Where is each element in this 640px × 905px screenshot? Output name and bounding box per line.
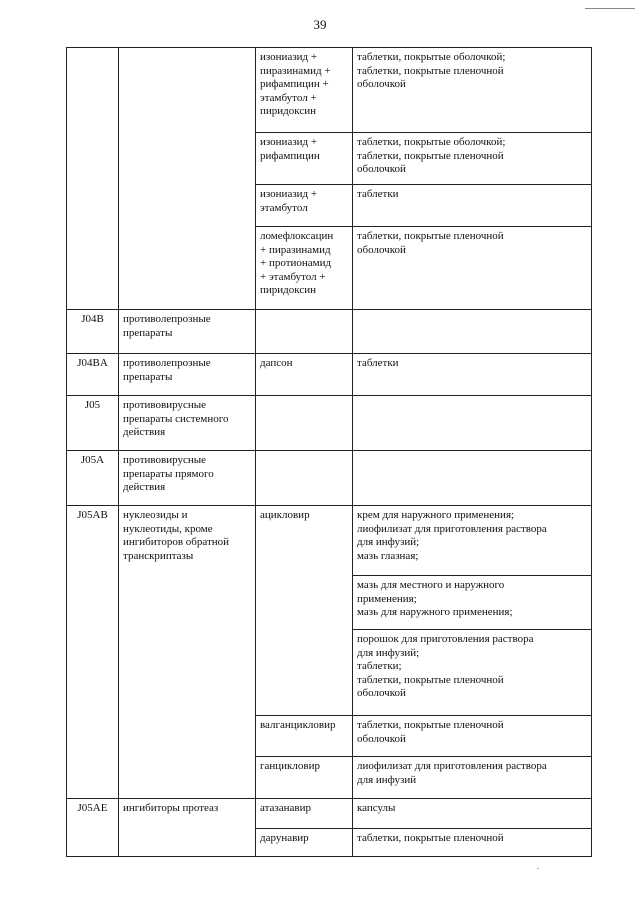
drug-name-cell: [256, 310, 353, 354]
table-row: [67, 799, 592, 829]
dosage-form-cell: [353, 576, 592, 630]
dosage-form-cell: [353, 48, 592, 133]
corner-rule: [585, 8, 635, 9]
group-name: противолепрозные препараты: [123, 313, 211, 339]
group-name-cell: [119, 396, 256, 451]
dosage-form: таблетки, покрытые пленочной: [357, 832, 504, 844]
group-name: противолепрозные препараты: [123, 357, 211, 383]
drug-name-cell: [256, 799, 353, 829]
dosage-form: мазь для местного и наружного применения; мазь для наружного применения;: [357, 579, 513, 618]
dosage-form-cell: [353, 227, 592, 310]
table-row: [67, 506, 592, 576]
drug-name-cell: [256, 133, 353, 185]
table-row: [67, 354, 592, 396]
atc-code-cell: [67, 799, 119, 857]
drug-name: изониазид + этамбутол: [260, 188, 318, 214]
group-name-cell: [119, 451, 256, 506]
drug-name: атазанавир: [260, 802, 311, 814]
dosage-form: таблетки: [357, 357, 399, 369]
atc-code-cell: [67, 310, 119, 354]
dosage-form-cell: [353, 757, 592, 799]
drug-name: валганцикловир: [260, 719, 336, 731]
dosage-form: таблетки, покрытые пленочной оболочкой: [357, 719, 504, 745]
drug-name: изониазид + рифампицин: [260, 136, 320, 162]
drug-name-cell: [256, 829, 353, 857]
drug-name-cell: [256, 757, 353, 799]
atc-code-cell: [67, 354, 119, 396]
drug-name: дапсон: [260, 357, 293, 369]
atc-code-cell: [67, 48, 119, 310]
scan-speck: [537, 868, 539, 869]
atc-code: J05AE: [77, 802, 108, 814]
dosage-form: таблетки, покрытые оболочкой; таблетки, покрытые пленочной оболочкой: [357, 51, 506, 90]
drug-name: ломефлоксацин + пиразинамид + протионамид + этамбутол + пиридоксин: [260, 230, 334, 296]
drug-name-cell: [256, 185, 353, 227]
dosage-form-cell: [353, 799, 592, 829]
dosage-form-cell: [353, 506, 592, 576]
table-row: [67, 396, 592, 451]
dosage-form-cell: [353, 133, 592, 185]
drug-name-cell: [256, 227, 353, 310]
group-name-cell: [119, 310, 256, 354]
table-row: [67, 48, 592, 133]
dosage-form-cell: [353, 630, 592, 716]
dosage-form: крем для наружного применения; лиофилизат для приготовления раствора для инфузий; мазь глазная;: [357, 509, 547, 562]
group-name-cell: [119, 48, 256, 310]
atc-code-cell: [67, 396, 119, 451]
drug-name-cell: [256, 716, 353, 757]
drug-name: дарунавир: [260, 832, 309, 844]
page-number: 39: [313, 17, 327, 32]
dosage-form-cell: [353, 451, 592, 506]
dosage-form-cell: [353, 716, 592, 757]
drug-name-cell: [256, 48, 353, 133]
table-row: [67, 310, 592, 354]
atc-code-cell: [67, 506, 119, 799]
dosage-form: капсулы: [357, 802, 396, 814]
group-name-cell: [119, 506, 256, 799]
dosage-form: порошок для приготовления раствора для инфузий; таблетки; таблетки, покрытые пленочной оболочкой: [357, 633, 534, 699]
atc-code: J05: [84, 399, 101, 411]
dosage-form-cell: [353, 396, 592, 451]
drug-registry-table: [66, 47, 592, 857]
atc-code: J04BA: [77, 357, 108, 369]
group-name: нуклеозиды и нуклеотиды, кроме ингибиторов обратной транскриптазы: [123, 509, 230, 562]
group-name-cell: [119, 354, 256, 396]
dosage-form: таблетки: [357, 188, 399, 200]
group-name: противовирусные препараты прямого действия: [123, 454, 214, 493]
drug-name-cell: [256, 396, 353, 451]
drug-name: изониазид + пиразинамид + рифампицин + этамбутол + пиридоксин: [260, 51, 331, 117]
group-name-cell: [119, 799, 256, 857]
dosage-form: таблетки, покрытые оболочкой; таблетки, покрытые пленочной оболочкой: [357, 136, 506, 175]
dosage-form: лиофилизат для приготовления раствора для инфузий: [357, 760, 547, 786]
drug-name-cell: [256, 506, 353, 716]
drug-name: ацикловир: [260, 509, 310, 521]
drug-name-cell: [256, 354, 353, 396]
drug-name: ганцикловир: [260, 760, 320, 772]
drug-name-cell: [256, 451, 353, 506]
atc-code: J05A: [80, 454, 105, 466]
dosage-form-cell: [353, 310, 592, 354]
atc-code: J05AB: [77, 509, 108, 521]
dosage-form-cell: [353, 354, 592, 396]
dosage-form-cell: [353, 829, 592, 857]
dosage-form-cell: [353, 185, 592, 227]
atc-code-cell: [67, 451, 119, 506]
table-row: [67, 451, 592, 506]
group-name: противовирусные препараты системного действия: [123, 399, 229, 438]
atc-code: J04B: [81, 313, 104, 325]
group-name: ингибиторы протеаз: [123, 802, 219, 814]
dosage-form: таблетки, покрытые пленочной оболочкой: [357, 230, 504, 256]
